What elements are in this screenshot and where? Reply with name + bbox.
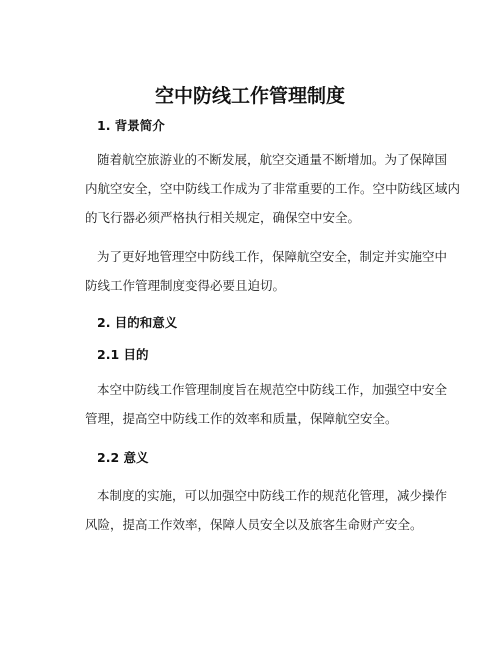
paragraph-line: 风险，提高工作效率，保障人员安全以及旅客生命财产安全。: [85, 517, 423, 532]
paragraph-goal: [85, 375, 448, 433]
paragraph-line: 防线工作管理制度变得必要且迫切。: [85, 278, 286, 293]
paragraph-line: 随着航空旅游业的不断发展，航空交通量不断增加。为了保障国: [97, 152, 448, 167]
paragraph-line: 本空中防线工作管理制度旨在规范空中防线工作，加强空中安全: [97, 382, 448, 397]
paragraph-significance: [85, 481, 448, 539]
paragraph-line: 本制度的实施，可以加强空中防线工作的规范化管理，减少操作: [97, 488, 448, 503]
paragraph-line: 的飞行器必须严格执行相关规定，确保空中安全。: [85, 210, 361, 225]
paragraph-line: 为了更好地管理空中防线工作，保障航空安全，制定并实施空中: [97, 249, 448, 264]
section-heading-background: 1. 背景简介: [97, 118, 165, 133]
subsection-heading-significance: 2.2 意义: [97, 450, 149, 465]
paragraph-line: 管理，提高空中防线工作的效率和质量，保障航空安全。: [85, 411, 398, 426]
paragraph-line: 内航空安全，空中防线工作成为了非常重要的工作。空中防线区域内: [85, 181, 461, 196]
section-heading-purpose: 2. 目的和意义: [97, 315, 178, 330]
paragraph-background-1: [85, 145, 461, 232]
paragraph-background-2: [85, 242, 448, 300]
subsection-heading-goal: 2.1 目的: [97, 347, 149, 362]
document-title: 空中防线工作管理制度: [154, 85, 345, 107]
